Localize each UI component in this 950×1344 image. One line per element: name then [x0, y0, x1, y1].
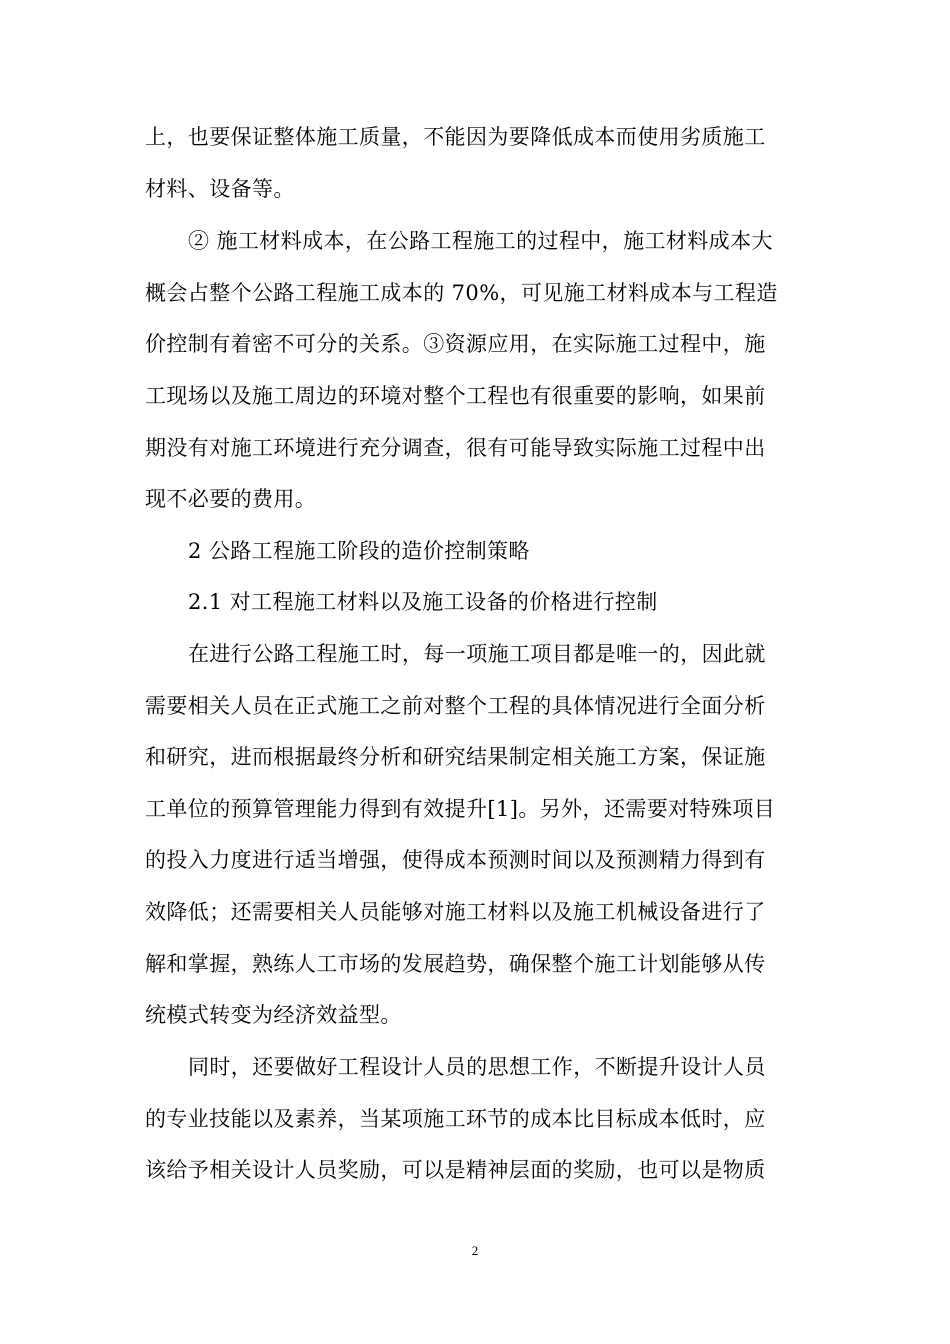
text-line: 该给予相关设计人员奖励，可以是精神层面的奖励，也可以是物质 — [145, 1158, 766, 1182]
text-line: 解和掌握，熟练人工市场的发展趋势，确保整个施工计划能够从传 — [145, 952, 766, 976]
section-heading: 2 公路工程施工阶段的造价控制策略 — [188, 539, 530, 563]
text-line: 材料、设备等。 — [145, 177, 295, 201]
text-line: 工单位的预算管理能力得到有效提升[1]。另外，还需要对特殊项目 — [145, 797, 776, 821]
page-number: 2 — [471, 1243, 479, 1258]
text-line: 工现场以及施工周边的环境对整个工程也有很重要的影响，如果前 — [145, 384, 766, 408]
text-line: 需要相关人员在正式施工之前对整个工程的具体情况进行全面分析 — [145, 694, 766, 718]
text-line: ② 施工材料成本，在公路工程施工的过程中，施工材料成本大 — [188, 229, 773, 253]
text-line: 的投入力度进行适当增强，使得成本预测时间以及预测精力得到有 — [145, 848, 766, 872]
text-line: 价控制有着密不可分的关系。③资源应用，在实际施工过程中，施 — [145, 332, 766, 356]
text-line: 上，也要保证整体施工质量，不能因为要降低成本而使用劣质施工 — [145, 125, 766, 149]
text-line: 效降低；还需要相关人员能够对施工材料以及施工机械设备进行了 — [145, 900, 766, 924]
text-line: 在进行公路工程施工时，每一项施工项目都是唯一的，因此就 — [188, 642, 766, 666]
text-line: 概会占整个公路工程施工成本的 70%，可见施工材料成本与工程造 — [145, 281, 778, 305]
text-line: 统模式转变为经济效益型。 — [145, 1003, 402, 1027]
text-line: 现不必要的费用。 — [145, 487, 317, 511]
subsection-heading: 2.1 对工程施工材料以及施工设备的价格进行控制 — [188, 590, 658, 614]
text-line: 和研究，进而根据最终分析和研究结果制定相关施工方案，保证施 — [145, 745, 766, 769]
text-line: 的专业技能以及素养，当某项施工环节的成本比目标成本低时，应 — [145, 1107, 766, 1131]
text-line: 期没有对施工环境进行充分调查，很有可能导致实际施工过程中出 — [145, 436, 766, 460]
text-line: 同时，还要做好工程设计人员的思想工作，不断提升设计人员 — [188, 1055, 766, 1079]
